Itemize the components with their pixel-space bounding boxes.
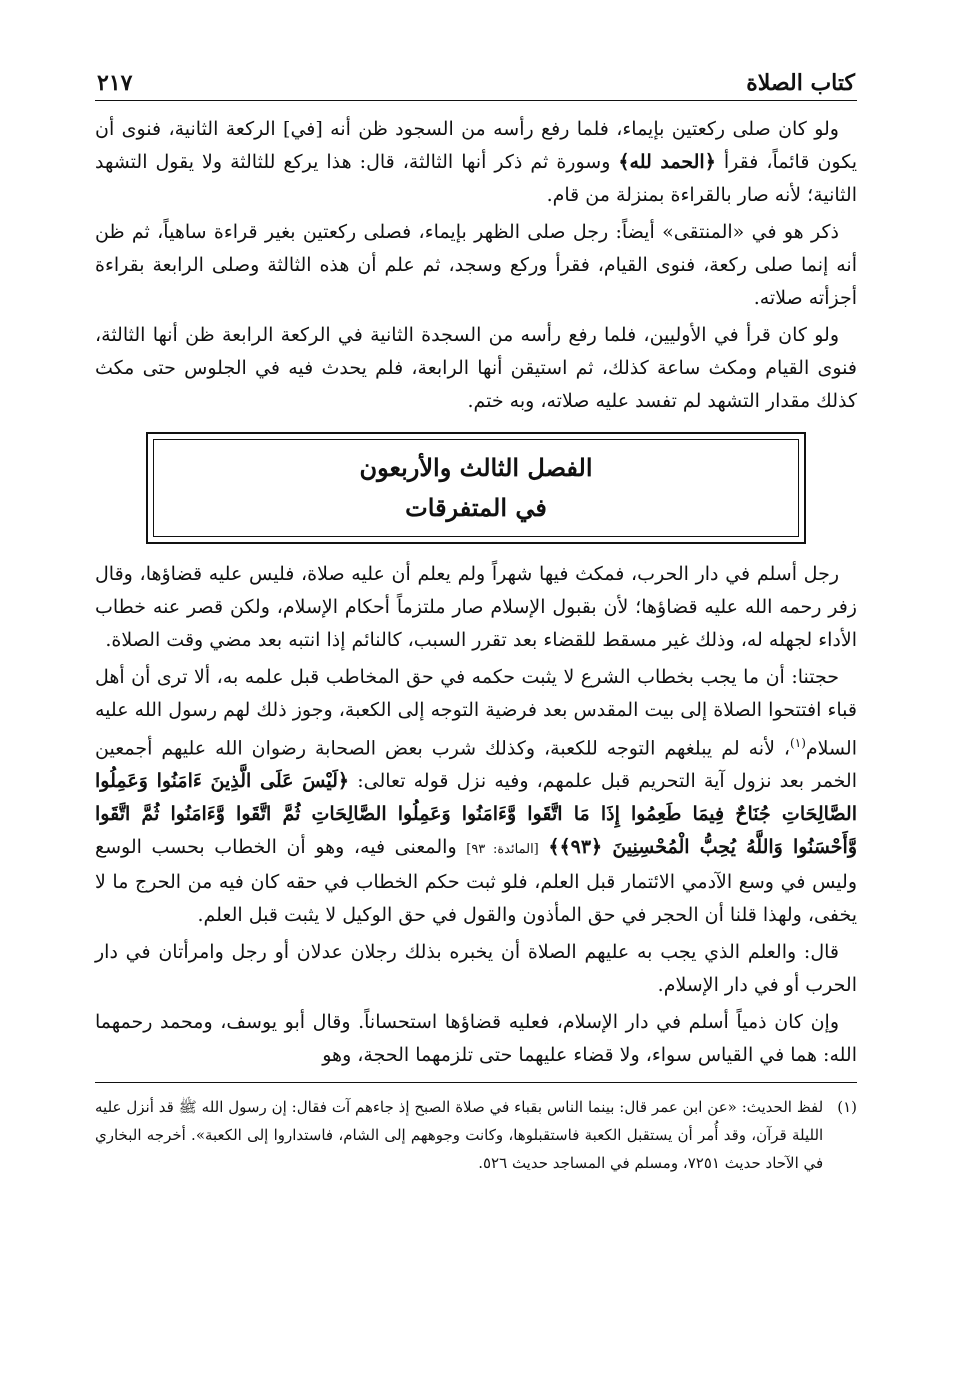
chapter-heading-box <box>146 432 806 544</box>
page-header <box>95 58 857 101</box>
paragraph: رجل أسلم في دار الحرب، فمكث فيها شهراً ولم يعلم أن عليه صلاة، فليس عليه قضاؤها، وقال زفر رحمه الله عليه قضاؤها؛ لأن بقبول الإسلام صار ملتزماً أحكام الإسلام، ولكن قصر عنه خطاب الأداء لجهله له، وذلك غير مسقط للقضاء بعد تقرر السبب، كالنائم إذا انتبه بعد مضي وقت الصلاة. <box>95 563 857 651</box>
verse-reference: [المائدة: ٩٣] <box>466 842 539 858</box>
footnote <box>95 1093 857 1177</box>
paragraph: قال: والعلم الذي يجب به عليهم الصلاة أن يخبره بذلك رجلان عدلان أو رجل وامرأتان في دار الحرب أو في دار الإسلام. <box>95 941 857 997</box>
quran-verse: ﴿لَيْسَ عَلَى الَّذِينَ ءَامَنُوا وَعَمِلُوا الصَّالِحَاتِ جُنَاحٌ فِيمَا طَعِمُوا إِذَا مَا اتَّقَوا وَّءَامَنُوا وَعَمِلُوا الصَّالِحَاتِ ثُمَّ اتَّقَوا وَّءَامَنُوا ثُمَّ اتَّقَوا وَّأَحْسَنُوا وَاللَّهُ يُحِبُّ الْمُحْسِنِينَ ﴿٩٣﴾﴾ <box>95 770 857 859</box>
paragraph <box>95 113 857 212</box>
paragraph-text: ، لأنه لم يبلغهم التوجه للكعبة، وكذلك شرب بعض الصحابة رضوان الله عليهم أجمعين الخمر بعد نزول آية التحريم قبل علمهم، وفيه نزل قوله تعالى: <box>95 737 858 793</box>
paragraph-text: وسورة ثم ذكر أنها الثالثة، قال: هذا يركع للثالثة ولا يقول التشهد الثانية؛ لأنه صار بالقراءة بمنزلة من قام. <box>95 151 857 206</box>
paragraph-text: حجتنا: أن ما يجب بخطاب الشرع لا يثبت حكمه في حق المخاطب قبل علمه به، ألا ترى أن أهل قباء افتتحوا الصلاة إلى بيت المقدس بعد فرضية التوجه إلى الكعبة، وجوز ذلك لهم رسول الله عليه السلام <box>95 666 857 760</box>
paragraph <box>95 661 857 932</box>
footnote-text: لفظ الحديث: «عن ابن عمر قال: بينما الناس بقباء في صلاة الصبح إذ جاءهم آت فقال: إن رسول الله ﷺ قد أنزل عليه الليلة قرآن، وقد أُمر أن يستقبل الكعبة فاستقبلوها، وكانت وجوههم إلى الشام، فاستداروا إلى الكعبة». أخرجه البخاري في الآحاد حديث ٧٢٥١، ومسلم في المساجد حديث ٥٢٦. <box>95 1098 824 1173</box>
paragraph: وإن كان ذمياً أسلم في دار الإسلام، فعليه قضاؤها استحساناً. وقال أبو يوسف، ومحمد رحمهما الله: هما في القياس سواء، ولا قضاء عليهما حتى تلزمهما الحجة، وهو <box>95 1011 857 1067</box>
paragraph-text: ولو كان صلى ركعتين بإيماء، فلما رفع رأسه من السجود ظن أنه [في] الركعة الثانية، فنوى أن يكون قائماً، فقرأ <box>95 118 857 173</box>
page-number: ٢١٧ <box>97 70 133 96</box>
footnote-reference[interactable]: (١) <box>790 736 806 750</box>
page <box>95 58 857 1177</box>
chapter-title: الفصل الثالث والأربعون <box>359 453 593 482</box>
quran-quote: ﴿الحمد لله﴾ <box>618 151 716 173</box>
chapter-subtitle: في المتفرقات <box>405 493 547 522</box>
paragraph-text: والمعنى فيه، وهو أن الخطاب بحسب الوسع وليس في وسع الآدمي الائتمار قبل العلم، فلو ثبت حكم الخطاب في حقه كان فيه من الحرج ما لا يخفى، ولهذا قلنا أن الحجر في حق المأذون والقول في حق الوكيل لا يثبت قبل العلم. <box>95 836 857 927</box>
main-text <box>95 113 857 1072</box>
paragraph: ذكر هو في «المنتقى» أيضاً: رجل صلى الظهر بإيماء، فصلى ركعتين بغير قراءة ساهياً، ثم ظن أنه إنما صلى ركعة، فنوى القيام، فقرأ وركع وسجد، ثم علم أن هذه الثالثة وصلى الرابعة بقراءة أجزأته صلاته. <box>95 221 857 309</box>
book-title: كتاب الصلاة <box>746 70 855 96</box>
footnote-marker: (١) <box>837 1098 857 1117</box>
footnote-divider <box>95 1082 857 1083</box>
paragraph: ولو كان قرأ في الأوليين، فلما رفع رأسه من السجدة الثانية في الركعة الرابعة ظن أنها الثالثة، فنوى القيام ومكث ساعة كذلك، ثم استيقن أنها الرابعة، فلم يحدث فيه في الجلوس حتى مكث كذلك مقدار التشهد لم تفسد عليه صلاته، وبه ختم. <box>95 324 857 412</box>
